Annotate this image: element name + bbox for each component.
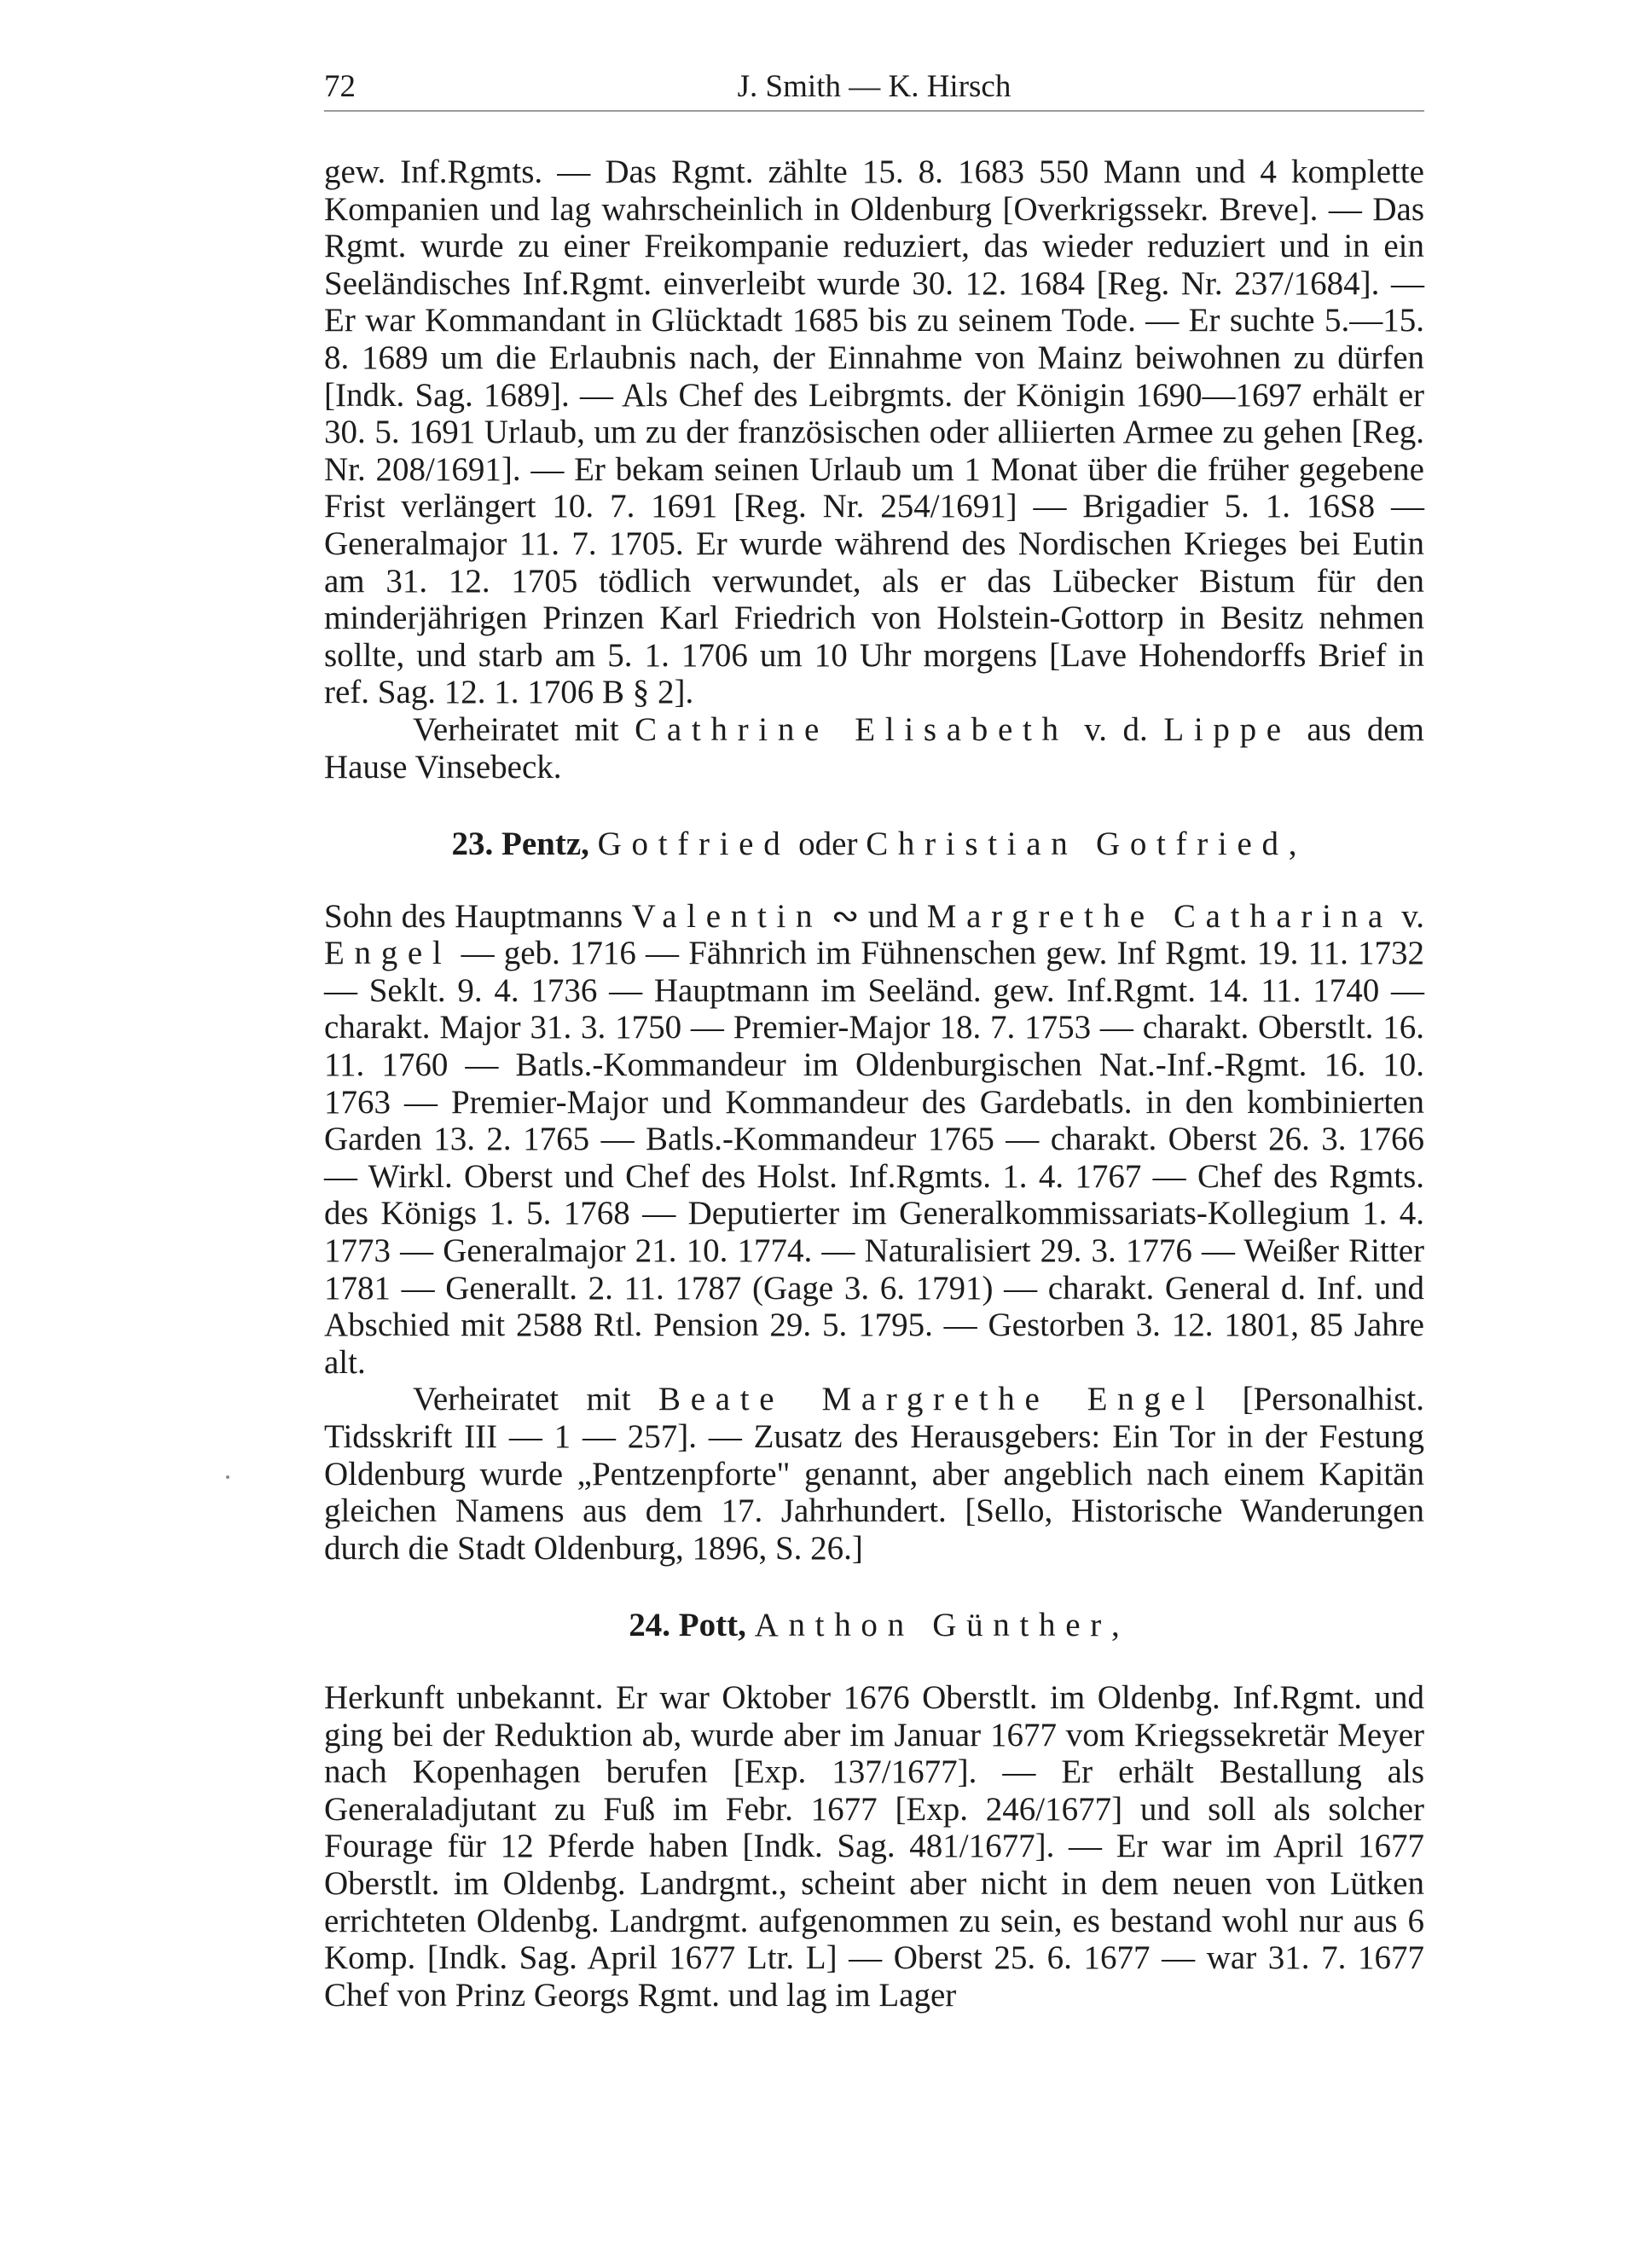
marriage-prefix: Verheiratet mit: [413, 1381, 631, 1418]
entry-22-continuation: gew. Inf.Rgmts. — Das Rgmt. zählte 15. 8. 1683 550 Mann und 4 komplette Kompanien und lag wahrscheinlich in Oldenburg [Overkrigssekr. Breve]. — Das Rgmt. wurde zu einer Freikompanie reduziert, das wieder reduziert und in ein Seeländisches Inf.Rgmt. einverleibt wurde 30. 12. 1684 [Reg. Nr. 237/1684]. — Er war Kommandant in Glücktadt 1685 bis zu seinem Tode. — Er suchte 5.—15. 8. 1689 um die Erlaubnis nach, der Einnahme von Mainz beiwohnen zu dürfen [Indk. Sag. 1689]. — Als Chef des Leibrgmts. der Königin 1690—1697 erhält er 30. 5. 1691 Urlaub, um zu der französischen oder alliierten Armee zu gehen [Reg. Nr. 208/1691]. — Er bekam seinen Urlaub um 1 Monat über die früher gegebene Frist verlängert 10. 7. 1691 [Reg. Nr. 254/1691] — Brigadier 5. 1. 16S8 — Generalmajor 11. 7. 1705. Er wurde während des Nordischen Krieges bei Eutin am 31. 12. 1705 tödlich verwundet, als er das Lübecker Bistum für den minderjährigen Prinzen Karl Friedrich von Holstein-Gottorp in Besitz nehmen sollte, und starb am 5. 1. 1706 um 10 Uhr morgens [Lave Hohendorffs Brief in ref. Sag. 12. 1. 1706 B § 2].: [324, 154, 1424, 711]
entry-surname: Pott,: [678, 1607, 746, 1644]
symbol-and: ∾ und: [831, 897, 919, 935]
heading-punctuation: ,: [1110, 1607, 1120, 1644]
spouse-name: Cathrine Elisabeth: [635, 710, 1069, 748]
father-name: Valentin: [631, 897, 823, 935]
marriage-text: [Personalhist. Tidsskrift III — 1 — 257]. — Zusatz des Herausgebers: Ein Tor in der Festung Oldenburg wurde „Pentzenpforte" genannt, aber angeblich nach einem Kapitän gleichen Namens aus dem 17. Jahrhundert. [Sello, Historische Wanderungen durch die Stadt Oldenburg, 1896, S. 26.]: [324, 1381, 1424, 1567]
running-head: J. Smith — K. Hirsch: [737, 69, 1011, 104]
entry-surname: Pentz,: [501, 826, 589, 863]
spouse-family: Lippe: [1163, 710, 1291, 748]
mother-surname: Engel: [324, 935, 452, 972]
marriage-suffix: aus dem Hause Vinsebeck.: [324, 710, 1425, 785]
scan-speck: [226, 1475, 229, 1479]
marriage-prefix: Verheiratet mit: [413, 710, 619, 748]
spouse-particle: v. d.: [1084, 710, 1148, 748]
entry-number: 24.: [629, 1607, 671, 1644]
given-name-alt: Christian Gotfried: [866, 826, 1289, 863]
name-connector: oder: [798, 826, 858, 863]
spouse-name: Beate Margrethe Engel: [658, 1381, 1215, 1418]
entry-number: 23.: [451, 826, 494, 863]
mother-name: Margrethe Catharina: [926, 897, 1393, 935]
page-number: 72: [324, 69, 356, 104]
entry-22-marriage: [324, 711, 1424, 785]
heading-punctuation: ,: [1288, 826, 1297, 863]
bio-prefix: Sohn des Hauptmanns: [324, 897, 623, 935]
given-name: Anthon Günther: [754, 1607, 1111, 1644]
bio-text: — geb. 1716 — Fähnrich im Fühnenschen gew. Inf Rgmt. 19. 11. 1732 — Seklt. 9. 4. 1736 — Hauptmann im Seeländ. gew. Inf.Rgmt. 14. 11. 1740 — charakt. Major 31. 3. 1750 — Premier-Major 18. 7. 1753 — charakt. Oberstlt. 16. 11. 1760 — Batls.-Kommandeur im Oldenburgischen Nat.-Inf.-Rgmt. 16. 10. 1763 — Premier-Major und Kommandeur des Gardebatls. in den kombinierten Garden 13. 2. 1765 — Batls.-Kommandeur 1765 — charakt. Oberst 26. 3. 1766 — Wirkl. Oberst und Chef des Holst. Inf.Rgmts. 1. 4. 1767 — Chef des Rgmts. des Königs 1. 5. 1768 — Deputierter im Generalkommissariats-Kollegium 1. 4. 1773 — Generalmajor 21. 10. 1774. — Naturalisiert 29. 3. 1776 — Weißer Ritter 1781 — Generallt. 2. 11. 1787 (Gage 3. 6. 1791) — charakt. General d. Inf. und Abschied mit 2588 Rtl. Pension 29. 5. 1795. — Gestorben 3. 12. 1801, 85 Jahre alt.: [324, 935, 1424, 1381]
entry-23-biography: [324, 898, 1424, 1382]
body-text: [324, 154, 1424, 2014]
mother-particle: v.: [1401, 897, 1425, 935]
given-name: Gotfried: [597, 826, 791, 863]
header-rule: [324, 110, 1424, 112]
entry-23-marriage: [324, 1381, 1424, 1567]
page-header: [324, 61, 1424, 113]
entry-23-heading: [324, 826, 1424, 863]
entry-24-heading: [324, 1607, 1424, 1644]
entry-24-biography: Herkunft unbekannt. Er war Oktober 1676 Oberstlt. im Oldenbg. Inf.Rgmt. und ging bei der Reduktion ab, wurde aber im Januar 1677 vom Kriegssekretär Meyer nach Kopenhagen berufen [Exp. 137/1677]. — Er erhält Bestallung als Generaladjutant zu Fuß im Febr. 1677 [Exp. 246/1677] und soll als solcher Fourage für 12 Pferde haben [Indk. Sag. 481/1677]. — Er war im April 1677 Oberstlt. im Oldenbg. Landrgmt., scheint aber nicht in dem neuen von Lütken errichteten Oldenbg. Landrgmt. aufgenommen zu sein, es bestand wohl nur aus 6 Komp. [Indk. Sag. April 1677 Ltr. L] — Oberst 25. 6. 1677 — war 31. 7. 1677 Chef von Prinz Georgs Rgmt. und lag im Lager: [324, 1678, 1424, 2014]
